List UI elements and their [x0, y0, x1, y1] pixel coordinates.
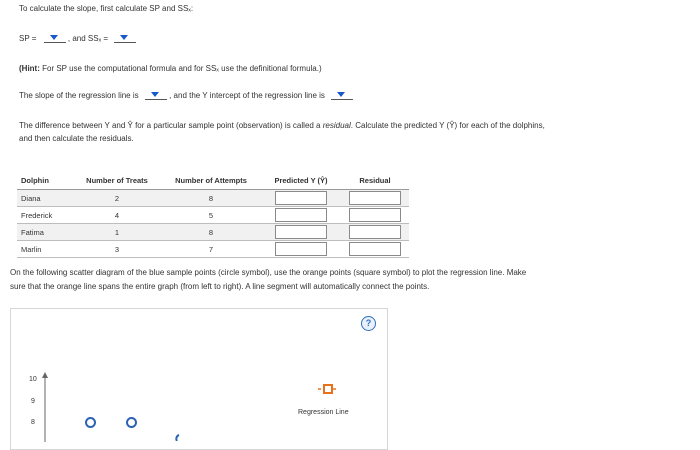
- predicted-input[interactable]: [275, 208, 327, 222]
- treats-value: 4: [73, 207, 161, 224]
- treats-value: 1: [73, 224, 161, 241]
- treats-value: 2: [73, 190, 161, 207]
- help-icon[interactable]: ?: [361, 316, 376, 331]
- sample-point-circle[interactable]: [85, 417, 96, 428]
- slope-row: [19, 90, 353, 100]
- attempts-value: 5: [161, 207, 261, 224]
- ss-dropdown[interactable]: [114, 33, 136, 43]
- attempts-value: 7: [161, 241, 261, 258]
- slope-label: The slope of the regression line is: [19, 91, 139, 100]
- y-tick-10: 10: [29, 376, 37, 383]
- predicted-cell: [261, 241, 341, 258]
- predicted-input[interactable]: [275, 225, 327, 239]
- residual-cell: [341, 207, 409, 224]
- residual-cell: [341, 190, 409, 207]
- residual-text-2: . Calculate the predicted Y (Ŷ) for each of the dolphins,: [350, 121, 545, 130]
- table-row: [17, 224, 409, 241]
- predicted-cell: [261, 207, 341, 224]
- predicted-cell: [261, 190, 341, 207]
- residual-input[interactable]: [349, 208, 401, 222]
- table-row: [17, 241, 409, 258]
- table-header-row: [17, 172, 409, 190]
- hint-text: [19, 64, 322, 73]
- intro-text: To calculate the slope, first calculate SP and SSₓ:: [19, 4, 194, 13]
- dolphin-table: [17, 172, 409, 258]
- residual-cell: [341, 224, 409, 241]
- predicted-input[interactable]: [275, 242, 327, 256]
- y-tick-9: 9: [31, 398, 35, 405]
- dolphin-name: Diana: [17, 190, 73, 207]
- residual-input[interactable]: [349, 225, 401, 239]
- attempts-value: 8: [161, 224, 261, 241]
- predicted-input[interactable]: [275, 191, 327, 205]
- col-residual: Residual: [341, 172, 409, 190]
- col-dolphin: Dolphin: [17, 172, 73, 190]
- sp-dropdown[interactable]: [44, 33, 66, 43]
- residual-cell: [341, 241, 409, 258]
- hint-label: (Hint:: [19, 64, 40, 73]
- residual-text-3: and then calculate the residuals.: [19, 134, 134, 143]
- table-row: [17, 207, 409, 224]
- residual-input[interactable]: [349, 242, 401, 256]
- intercept-dropdown[interactable]: [331, 90, 353, 100]
- sp-row: [19, 33, 136, 43]
- regression-line-tool-icon[interactable]: [318, 384, 338, 394]
- predicted-cell: [261, 224, 341, 241]
- slope-dropdown[interactable]: [145, 90, 167, 100]
- dolphin-name: Marlin: [17, 241, 73, 258]
- sample-point-circle[interactable]: [126, 417, 137, 428]
- ss-label: , and SSₓ =: [67, 34, 109, 43]
- sample-point-circle-partial: [170, 433, 180, 441]
- intercept-label: , and the Y intercept of the regression line is: [169, 91, 325, 100]
- hint-body: For SP use the computational formula and for SSₓ use the definitional formula.): [39, 64, 322, 73]
- y-axis: [40, 372, 50, 442]
- residual-paragraph: [19, 121, 545, 130]
- legend-label: Regression Line: [298, 409, 349, 416]
- dolphin-name: Frederick: [17, 207, 73, 224]
- attempts-value: 8: [161, 190, 261, 207]
- col-treats: Number of Treats: [73, 172, 161, 190]
- scatter-instruction-2: sure that the orange line spans the entire graph (from left to right). A line segment will automatically connect the points.: [10, 282, 430, 291]
- scatter-instruction-1: On the following scatter diagram of the blue sample points (circle symbol), use the orange points (square symbol) to plot the regression line. Make: [10, 268, 527, 277]
- table-row: [17, 190, 409, 207]
- col-predicted: Predicted Y (Ŷ): [261, 172, 341, 190]
- scatter-plot-area[interactable]: [10, 308, 388, 450]
- treats-value: 3: [73, 241, 161, 258]
- residual-input[interactable]: [349, 191, 401, 205]
- col-attempts: Number of Attempts: [161, 172, 261, 190]
- residual-text-1: The difference between Y and Ŷ for a particular sample point (observation) is called a: [19, 121, 321, 130]
- dolphin-name: Fatima: [17, 224, 73, 241]
- residual-term: residual: [322, 121, 351, 130]
- y-tick-8: 8: [31, 419, 35, 426]
- sp-label: SP =: [19, 34, 37, 43]
